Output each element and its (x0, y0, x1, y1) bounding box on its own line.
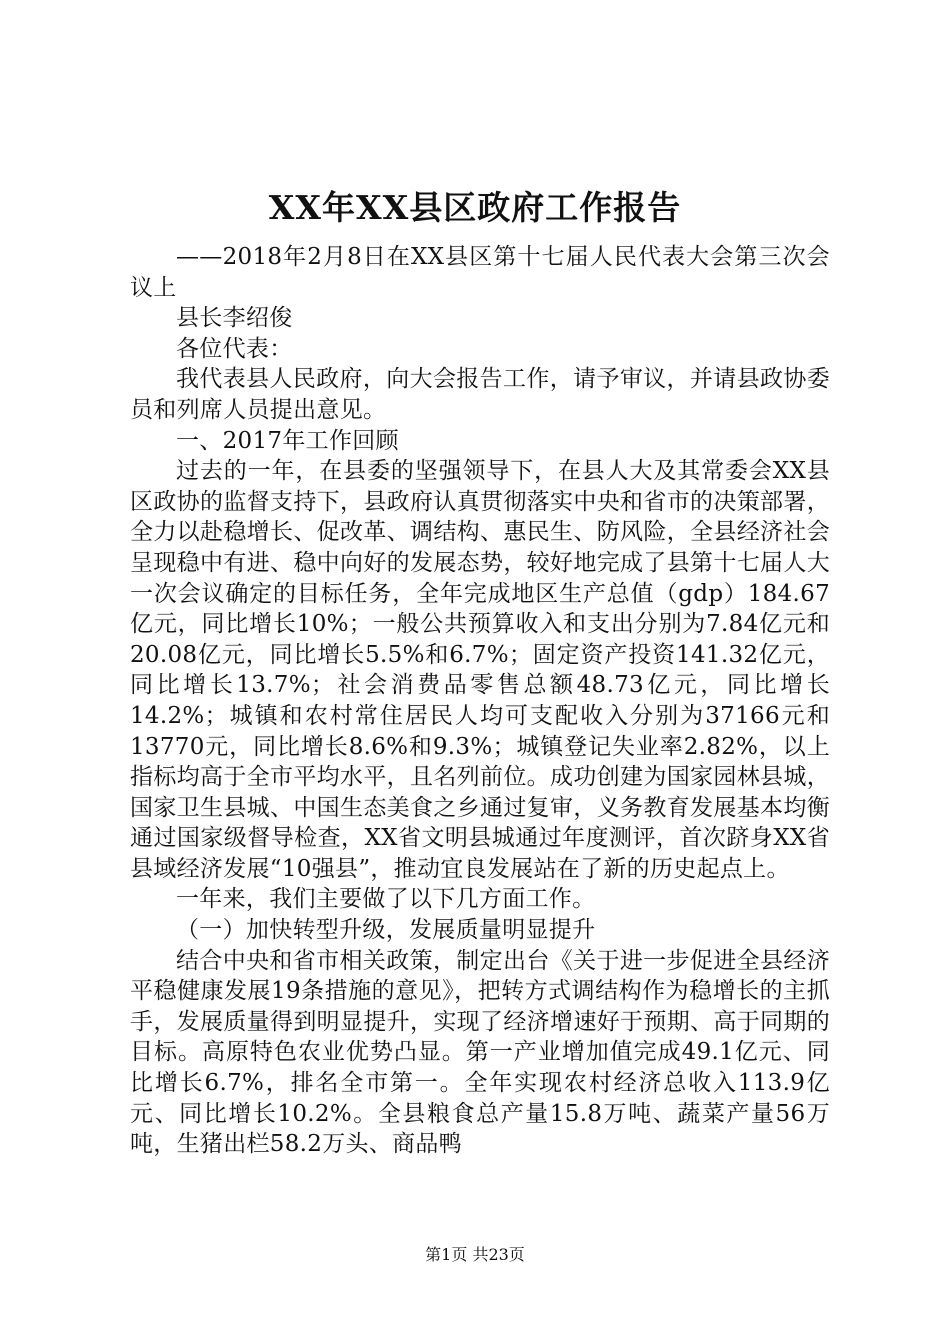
document-title: XX年XX县区政府工作报告 (268, 188, 682, 227)
page-footer: 第1页 共23页 (425, 1245, 525, 1264)
section-heading: 一、2017年工作回顾 (176, 427, 399, 454)
review-paragraph: 过去的一年，在县委的坚强领导下，在县人大及其常委会XX县区政协的监督支持下，县政府认真贯彻落实中央和省市的决策部署，全力以赴稳增长、促改革、调结构、惠民生、防风险，全县经济社会呈现稳中有进、稳中向好的发展态势，较好地完成了县第十七届人大一次会议确定的目标任务，全年完成地区生产总值（gdp）184.67亿元，同比增长10%；一般公共预算收入和支出分别为7.84亿元和20.08亿元，同比增长5.5%和6.7%；固定资产投资141.32亿元，同比增长13.7%；社会消费品零售总额48.73亿元，同比增长14.2%；城镇和农村常住居民人均可支配收入分别为37166元和13770元，同比增长8.6%和9.3%；城镇登记失业率2.82%，以上指标均高于全市平均水平，且名列前位。成功创建为国家园林县城，国家卫生县城、中国生态美食之乡通过复审，义务教育发展基本均衡通过国家级督导检查，XX省文明县城通过年度测评，首次跻身XX省县域经济发展“10强县”，推动宜良发展站在了新的历史起点上。 (130, 458, 830, 882)
salutation: 各位代表： (176, 335, 293, 362)
speaker-line: 县长李绍俊 (176, 305, 293, 332)
subsection-heading: （一）加快转型升级，发展质量明显提升 (176, 917, 596, 944)
document-body (130, 242, 830, 1160)
work-summary-line: 一年来，我们主要做了以下几方面工作。 (176, 886, 596, 913)
subtitle-paragraph: ——2018年2月8日在XX县区第十七届人民代表大会第三次会议上 (130, 244, 830, 301)
transformation-paragraph: 结合中央和省市相关政策，制定出台《关于进一步促进全县经济平稳健康发展19条措施的意见》，把转方式调结构作为稳增长的主抓手，发展质量得到明显提升，实现了经济增速好于预期、高于同期的目标。高原特色农业优势凸显。第一产业增加值完成49.1亿元、同比增长6.7%，排名全市第一。全年实现农村经济总收入113.9亿元、同比增长10.2%。全县粮食总产量15.8万吨、蔬菜产量56万吨，生猪出栏58.2万头、商品鸭 (130, 947, 830, 1158)
intro-paragraph: 我代表县人民政府，向大会报告工作，请予审议，并请县政协委员和列席人员提出意见。 (130, 366, 830, 423)
